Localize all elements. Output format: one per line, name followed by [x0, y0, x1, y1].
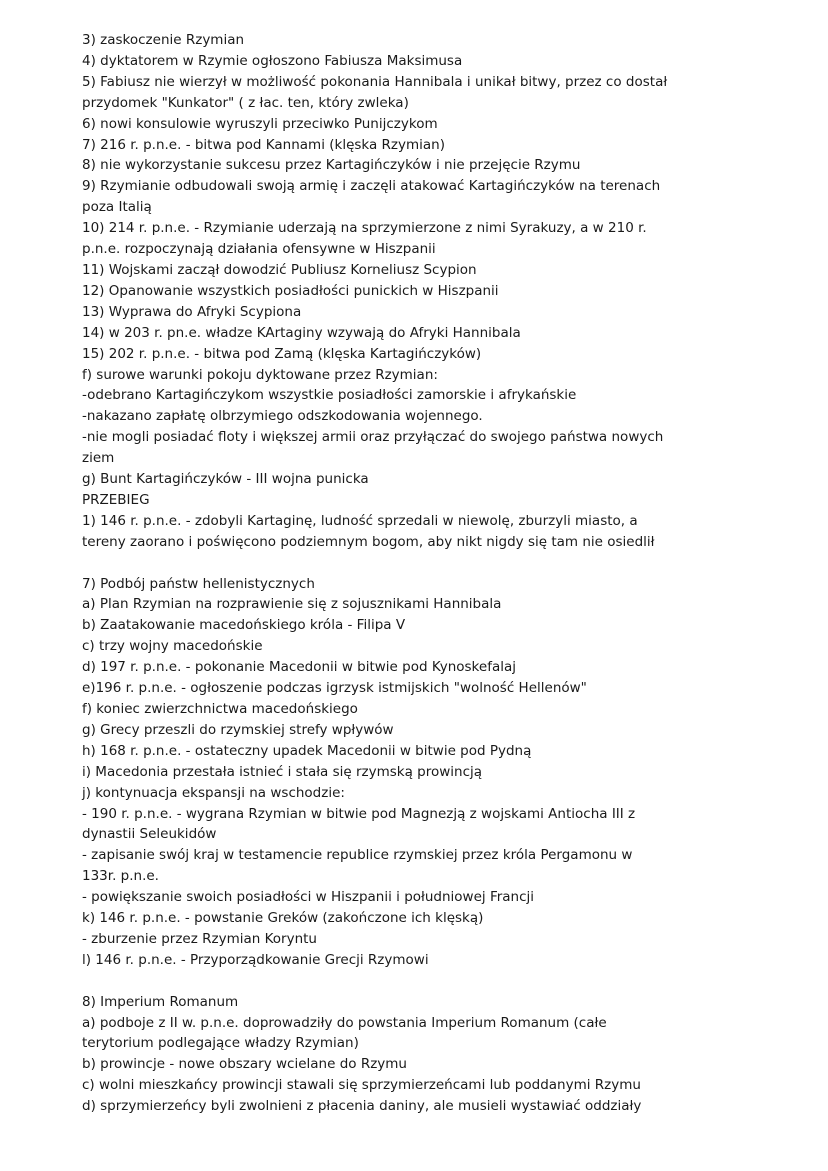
paragraph-gap	[82, 971, 742, 992]
text-line: a) Plan Rzymian na rozprawienie się z sojusznikami Hannibala	[82, 596, 502, 613]
text-line: 13) Wyprawa do Afryki Scypiona	[82, 303, 302, 320]
text-line: f) surowe warunki pokoju dyktowane przez Rzymian:	[82, 366, 438, 383]
text-line: 12) Opanowanie wszystkich posiadłości punickich w Hiszpanii	[82, 282, 499, 299]
text-line: - zapisanie swój kraj w testamencie republice rzymskiej przez króla Pergamonu w	[82, 847, 633, 864]
text-line: l) 146 r. p.n.e. - Przyporządkowanie Grecji Rzymowi	[82, 951, 429, 968]
section-heading: 8) Imperium Romanum	[82, 993, 239, 1010]
text-line: 133r. p.n.e.	[82, 868, 159, 885]
section-imperium-romanum	[82, 992, 742, 1117]
text-line: terytorium podlegające władzy Rzymian)	[82, 1035, 359, 1052]
text-line: tereny zaorano i poświęcono podziemnym bogom, aby nikt nigdy się tam nie osiedlił	[82, 533, 655, 550]
text-line: -odebrano Kartagińczykom wszystkie posiadłości zamorskie i afrykańskie	[82, 387, 577, 404]
document-page	[82, 30, 742, 1117]
text-line: i) Macedonia przestała istnieć i stała się rzymską prowincją	[82, 763, 483, 780]
text-line: 4) dyktatorem w Rzymie ogłoszono Fabiusza Maksimusa	[82, 52, 463, 69]
text-line: b) Zaatakowanie macedońskiego króla - Filipa V	[82, 617, 406, 634]
text-line: - zburzenie przez Rzymian Koryntu	[82, 930, 317, 947]
text-line: 9) Rzymianie odbudowali swoją armię i zaczęli atakować Kartagińczyków na terenach	[82, 178, 661, 195]
text-line: k) 146 r. p.n.e. - powstanie Greków (zakończone ich klęską)	[82, 910, 484, 927]
text-line: 5) Fabiusz nie wierzył w możliwość pokonania Hannibala i unikał bitwy, przez co dostał	[82, 73, 668, 90]
text-line: dynastii Seleukidów	[82, 826, 217, 843]
text-line: 3) zaskoczenie Rzymian	[82, 32, 245, 48]
text-line: -nie mogli posiadać floty i większej armii oraz przyłączać do swojego państwa nowych	[82, 429, 664, 446]
text-line: g) Bunt Kartagińczyków - III wojna punicka	[82, 471, 369, 488]
text-line: 14) w 203 r. pn.e. władze KArtaginy wzywają do Afryki Hannibala	[82, 324, 521, 341]
text-line: -nakazano zapłatę olbrzymiego odszkodowania wojennego.	[82, 408, 483, 425]
text-line: ziem	[82, 450, 115, 467]
text-line: b) prowincje - nowe obszary wcielane do Rzymu	[82, 1056, 407, 1073]
text-line: - powiększanie swoich posiadłości w Hiszpanii i południowej Francji	[82, 889, 535, 906]
text-line: e)196 r. p.n.e. - ogłoszenie podczas igrzysk istmijskich "wolność Hellenów"	[82, 680, 587, 697]
paragraph-gap	[82, 553, 742, 574]
text-line: 8) nie wykorzystanie sukcesu przez Kartagińczyków i nie przejęcie Rzymu	[82, 157, 581, 174]
text-line: j) kontynuacja ekspansji na wschodzie:	[82, 784, 345, 801]
text-line: g) Grecy przeszli do rzymskiej strefy wpływów	[82, 721, 394, 738]
text-line: 15) 202 r. p.n.e. - bitwa pod Zamą (klęska Kartagińczyków)	[82, 345, 482, 362]
text-line: d) 197 r. p.n.e. - pokonanie Macedonii w bitwie pod Kynoskefalaj	[82, 659, 516, 676]
text-line: d) sprzymierzeńcy byli zwolnieni z płacenia daniny, ale musieli wystawiać oddziały	[82, 1098, 642, 1115]
section-hellenistic-conquest	[82, 574, 742, 971]
text-line: c) trzy wojny macedońskie	[82, 638, 263, 655]
text-line: 1) 146 r. p.n.e. - zdobyli Kartaginę, ludność sprzedali w niewolę, zburzyli miasto, a	[82, 512, 638, 529]
text-line: PRZEBIEG	[82, 491, 150, 508]
section-punic-war-continuation	[82, 30, 742, 553]
text-line: 10) 214 r. p.n.e. - Rzymianie uderzają na sprzymierzone z nimi Syrakuzy, a w 210 r.	[82, 220, 647, 237]
text-line: 7) 216 r. p.n.e. - bitwa pod Kannami (klęska Rzymian)	[82, 136, 446, 153]
text-line: 6) nowi konsulowie wyruszyli przeciwko Punijczykom	[82, 115, 438, 132]
text-line: - 190 r. p.n.e. - wygrana Rzymian w bitwie pod Magnezją z wojskami Antiocha III z	[82, 805, 636, 822]
text-line: poza Italią	[82, 199, 152, 216]
text-line: 11) Wojskami zaczął dowodzić Publiusz Korneliusz Scypion	[82, 261, 477, 278]
text-line: p.n.e. rozpoczynają działania ofensywne w Hiszpanii	[82, 241, 436, 258]
text-line: przydomek "Kunkator" ( z łac. ten, który zwleka)	[82, 94, 409, 111]
text-line: a) podboje z II w. p.n.e. doprowadziły do powstania Imperium Romanum (całe	[82, 1014, 607, 1031]
text-line: h) 168 r. p.n.e. - ostateczny upadek Macedonii w bitwie pod Pydną	[82, 742, 532, 759]
section-heading: 7) Podbój państw hellenistycznych	[82, 575, 315, 592]
text-line: c) wolni mieszkańcy prowincji stawali się sprzymierzeńcami lub poddanymi Rzymu	[82, 1077, 641, 1094]
text-line: f) koniec zwierzchnictwa macedońskiego	[82, 700, 358, 717]
